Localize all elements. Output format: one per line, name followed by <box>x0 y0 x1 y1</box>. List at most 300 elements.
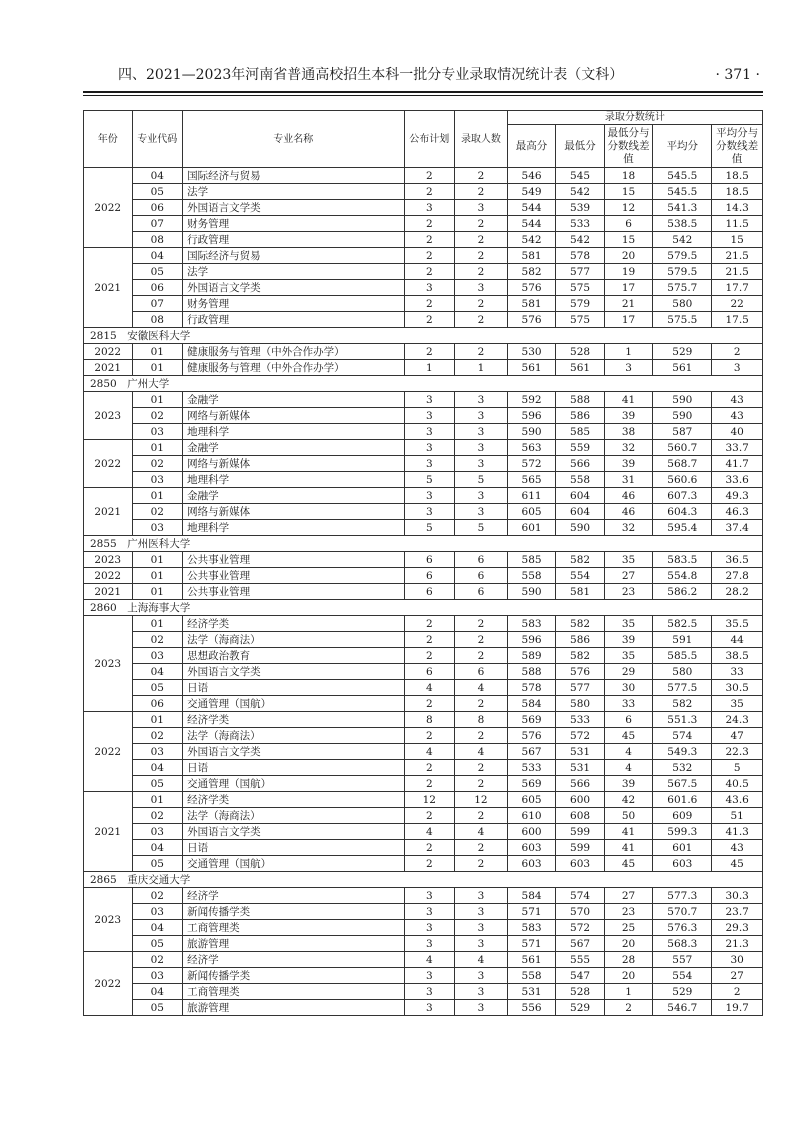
min-diff-cell: 23 <box>604 584 653 600</box>
plan-cell: 2 <box>404 248 455 264</box>
max-cell: 544 <box>507 216 556 232</box>
min-diff-cell: 6 <box>604 712 653 728</box>
min-diff-cell: 17 <box>604 312 653 328</box>
plan-cell: 8 <box>404 712 455 728</box>
admitted-cell: 3 <box>455 392 508 408</box>
min-diff-cell: 50 <box>604 808 653 824</box>
avg-cell: 545.5 <box>653 184 712 200</box>
avg-cell: 575.5 <box>653 312 712 328</box>
min-cell: 574 <box>556 888 605 904</box>
avg-cell: 545.5 <box>653 168 712 184</box>
admitted-cell: 4 <box>455 744 508 760</box>
col-max: 最高分 <box>507 125 556 168</box>
min-diff-cell: 45 <box>604 856 653 872</box>
plan-cell: 3 <box>404 904 455 920</box>
avg-diff-cell: 17.7 <box>712 280 763 296</box>
avg-cell: 532 <box>653 760 712 776</box>
max-cell: 589 <box>507 648 556 664</box>
min-cell: 586 <box>556 632 605 648</box>
plan-cell: 6 <box>404 568 455 584</box>
year-cell: 2022 <box>84 440 133 488</box>
name-cell: 经济学类 <box>183 616 404 632</box>
max-cell: 581 <box>507 248 556 264</box>
max-cell: 572 <box>507 456 556 472</box>
admitted-cell: 3 <box>455 968 508 984</box>
admitted-cell: 4 <box>455 952 508 968</box>
admitted-cell: 2 <box>455 184 508 200</box>
avg-diff-cell: 19.7 <box>712 1000 763 1016</box>
code-cell: 08 <box>132 232 183 248</box>
min-diff-cell: 33 <box>604 696 653 712</box>
min-cell: 599 <box>556 824 605 840</box>
name-cell: 金融学 <box>183 488 404 504</box>
plan-cell: 2 <box>404 728 455 744</box>
min-diff-cell: 41 <box>604 840 653 856</box>
plan-cell: 3 <box>404 456 455 472</box>
plan-cell: 2 <box>404 232 455 248</box>
plan-cell: 3 <box>404 280 455 296</box>
plan-cell: 2 <box>404 696 455 712</box>
max-cell: 531 <box>507 984 556 1000</box>
avg-diff-cell: 2 <box>712 344 763 360</box>
plan-cell: 3 <box>404 424 455 440</box>
min-diff-cell: 18 <box>604 168 653 184</box>
name-cell: 法学 <box>183 264 404 280</box>
table-row <box>84 712 763 728</box>
min-diff-cell: 35 <box>604 552 653 568</box>
avg-diff-cell: 18.5 <box>712 184 763 200</box>
name-cell: 法学（海商法） <box>183 728 404 744</box>
avg-cell: 590 <box>653 392 712 408</box>
admitted-cell: 2 <box>455 216 508 232</box>
min-diff-cell: 41 <box>604 824 653 840</box>
code-cell: 08 <box>132 312 183 328</box>
admitted-cell: 2 <box>455 696 508 712</box>
name-cell: 外国语言文学类 <box>183 200 404 216</box>
max-cell: 584 <box>507 696 556 712</box>
table-row <box>84 616 763 632</box>
header-rule-thin <box>83 95 763 96</box>
code-cell: 05 <box>132 776 183 792</box>
admitted-cell: 3 <box>455 488 508 504</box>
name-cell: 日语 <box>183 680 404 696</box>
avg-cell: 546.7 <box>653 1000 712 1016</box>
avg-cell: 557 <box>653 952 712 968</box>
admitted-cell: 3 <box>455 200 508 216</box>
min-cell: 580 <box>556 696 605 712</box>
page-title: 四、2021—2023年河南省普通高校招生本科一批分专业录取情况统计表（文科） <box>118 67 624 83</box>
code-cell: 03 <box>132 904 183 920</box>
max-cell: 603 <box>507 840 556 856</box>
min-diff-cell: 39 <box>604 456 653 472</box>
avg-cell: 567.5 <box>653 776 712 792</box>
name-cell: 网络与新媒体 <box>183 504 404 520</box>
min-cell: 604 <box>556 488 605 504</box>
name-cell: 外国语言文学类 <box>183 824 404 840</box>
plan-cell: 3 <box>404 1000 455 1016</box>
avg-diff-cell: 17.5 <box>712 312 763 328</box>
admitted-cell: 2 <box>455 232 508 248</box>
name-cell: 地理科学 <box>183 424 404 440</box>
min-cell: 567 <box>556 936 605 952</box>
plan-cell: 1 <box>404 360 455 376</box>
avg-cell: 604.3 <box>653 504 712 520</box>
min-diff-cell: 35 <box>604 648 653 664</box>
code-cell: 05 <box>132 856 183 872</box>
name-cell: 外国语言文学类 <box>183 744 404 760</box>
table-row <box>84 952 763 968</box>
code-cell: 04 <box>132 760 183 776</box>
min-cell: 582 <box>556 616 605 632</box>
code-cell: 01 <box>132 792 183 808</box>
max-cell: 611 <box>507 488 556 504</box>
min-cell: 608 <box>556 808 605 824</box>
avg-cell: 580 <box>653 296 712 312</box>
max-cell: 549 <box>507 184 556 200</box>
table-row <box>84 808 763 824</box>
avg-cell: 586.2 <box>653 584 712 600</box>
admitted-cell: 6 <box>455 584 508 600</box>
min-diff-cell: 2 <box>604 1000 653 1016</box>
min-diff-cell: 6 <box>604 216 653 232</box>
min-cell: 577 <box>556 680 605 696</box>
avg-diff-cell: 29.3 <box>712 920 763 936</box>
admitted-cell: 2 <box>455 808 508 824</box>
year-cell: 2022 <box>84 168 133 248</box>
min-cell: 528 <box>556 984 605 1000</box>
admitted-cell: 2 <box>455 776 508 792</box>
table-row <box>84 792 763 808</box>
code-cell: 02 <box>132 728 183 744</box>
year-cell: 2021 <box>84 248 133 328</box>
avg-cell: 561 <box>653 360 712 376</box>
min-cell: 559 <box>556 440 605 456</box>
min-diff-cell: 35 <box>604 616 653 632</box>
name-cell: 地理科学 <box>183 520 404 536</box>
admitted-cell: 8 <box>455 712 508 728</box>
avg-diff-cell: 3 <box>712 360 763 376</box>
max-cell: 583 <box>507 920 556 936</box>
avg-diff-cell: 11.5 <box>712 216 763 232</box>
avg-diff-cell: 21.5 <box>712 264 763 280</box>
min-diff-cell: 39 <box>604 408 653 424</box>
code-cell: 02 <box>132 888 183 904</box>
max-cell: 563 <box>507 440 556 456</box>
avg-cell: 599.3 <box>653 824 712 840</box>
min-diff-cell: 28 <box>604 952 653 968</box>
table-row <box>84 312 763 328</box>
table-row <box>84 776 763 792</box>
admitted-cell: 5 <box>455 472 508 488</box>
admitted-cell: 3 <box>455 904 508 920</box>
table-row <box>84 824 763 840</box>
min-diff-cell: 21 <box>604 296 653 312</box>
col-name: 专业名称 <box>183 111 404 168</box>
admitted-cell: 3 <box>455 424 508 440</box>
min-diff-cell: 39 <box>604 632 653 648</box>
avg-diff-cell: 24.3 <box>712 712 763 728</box>
min-diff-cell: 20 <box>604 248 653 264</box>
min-diff-cell: 29 <box>604 664 653 680</box>
table-row <box>84 968 763 984</box>
table-row <box>84 200 763 216</box>
table-row <box>84 168 763 184</box>
min-diff-cell: 42 <box>604 792 653 808</box>
table-row <box>84 424 763 440</box>
admitted-cell: 3 <box>455 1000 508 1016</box>
admitted-cell: 3 <box>455 920 508 936</box>
max-cell: 561 <box>507 952 556 968</box>
max-cell: 567 <box>507 744 556 760</box>
year-cell: 2022 <box>84 344 133 360</box>
name-cell: 公共事业管理 <box>183 568 404 584</box>
avg-diff-cell: 2 <box>712 984 763 1000</box>
plan-cell: 2 <box>404 312 455 328</box>
table-row <box>84 568 763 584</box>
name-cell: 行政管理 <box>183 232 404 248</box>
header-rule-thick <box>83 91 763 93</box>
name-cell: 法学（海商法） <box>183 632 404 648</box>
admitted-cell: 5 <box>455 520 508 536</box>
code-cell: 01 <box>132 584 183 600</box>
min-diff-cell: 4 <box>604 744 653 760</box>
name-cell: 工商管理类 <box>183 920 404 936</box>
plan-cell: 3 <box>404 920 455 936</box>
max-cell: 581 <box>507 296 556 312</box>
min-cell: 576 <box>556 664 605 680</box>
table-row <box>84 632 763 648</box>
avg-cell: 603 <box>653 856 712 872</box>
code-cell: 06 <box>132 280 183 296</box>
min-cell: 554 <box>556 568 605 584</box>
plan-cell: 2 <box>404 808 455 824</box>
year-cell: 2021 <box>84 488 133 536</box>
max-cell: 533 <box>507 760 556 776</box>
plan-cell: 3 <box>404 440 455 456</box>
min-cell: 542 <box>556 232 605 248</box>
name-cell: 新闻传播学类 <box>183 968 404 984</box>
min-cell: 604 <box>556 504 605 520</box>
min-cell: 528 <box>556 344 605 360</box>
min-cell: 577 <box>556 264 605 280</box>
min-diff-cell: 20 <box>604 936 653 952</box>
page-number: · 371 · <box>715 67 760 83</box>
plan-cell: 4 <box>404 824 455 840</box>
admitted-cell: 3 <box>455 456 508 472</box>
min-diff-cell: 4 <box>604 760 653 776</box>
avg-diff-cell: 37.4 <box>712 520 763 536</box>
avg-diff-cell: 36.5 <box>712 552 763 568</box>
code-cell: 04 <box>132 248 183 264</box>
min-cell: 533 <box>556 712 605 728</box>
code-cell: 01 <box>132 488 183 504</box>
plan-cell: 2 <box>404 648 455 664</box>
min-cell: 572 <box>556 728 605 744</box>
avg-diff-cell: 30.5 <box>712 680 763 696</box>
plan-cell: 4 <box>404 680 455 696</box>
name-cell: 地理科学 <box>183 472 404 488</box>
avg-diff-cell: 43 <box>712 840 763 856</box>
avg-cell: 549.3 <box>653 744 712 760</box>
max-cell: 605 <box>507 792 556 808</box>
plan-cell: 5 <box>404 520 455 536</box>
code-cell: 01 <box>132 568 183 584</box>
code-cell: 02 <box>132 952 183 968</box>
max-cell: 546 <box>507 168 556 184</box>
name-cell: 交通管理（国航） <box>183 776 404 792</box>
min-cell: 531 <box>556 760 605 776</box>
min-cell: 575 <box>556 312 605 328</box>
table-row <box>84 1000 763 1016</box>
min-cell: 586 <box>556 408 605 424</box>
avg-diff-cell: 21.3 <box>712 936 763 952</box>
admitted-cell: 2 <box>455 648 508 664</box>
year-cell: 2022 <box>84 952 133 1016</box>
admitted-cell: 3 <box>455 280 508 296</box>
table-row <box>84 920 763 936</box>
min-cell: 585 <box>556 424 605 440</box>
min-diff-cell: 25 <box>604 920 653 936</box>
avg-cell: 607.3 <box>653 488 712 504</box>
admitted-cell: 2 <box>455 344 508 360</box>
admitted-cell: 4 <box>455 824 508 840</box>
table-row <box>84 216 763 232</box>
admitted-cell: 2 <box>455 264 508 280</box>
table-row <box>84 664 763 680</box>
avg-diff-cell: 5 <box>712 760 763 776</box>
min-diff-cell: 45 <box>604 728 653 744</box>
col-avg: 平均分 <box>653 125 712 168</box>
min-cell: 572 <box>556 920 605 936</box>
year-cell: 2022 <box>84 712 133 792</box>
admitted-cell: 2 <box>455 248 508 264</box>
min-cell: 600 <box>556 792 605 808</box>
min-diff-cell: 32 <box>604 440 653 456</box>
min-diff-cell: 17 <box>604 280 653 296</box>
min-cell: 529 <box>556 1000 605 1016</box>
code-cell: 03 <box>132 744 183 760</box>
name-cell: 旅游管理 <box>183 1000 404 1016</box>
max-cell: 592 <box>507 392 556 408</box>
min-cell: 578 <box>556 248 605 264</box>
max-cell: 569 <box>507 712 556 728</box>
code-cell: 05 <box>132 680 183 696</box>
admitted-cell: 3 <box>455 440 508 456</box>
plan-cell: 5 <box>404 472 455 488</box>
avg-diff-cell: 41.3 <box>712 824 763 840</box>
year-cell: 2021 <box>84 360 133 376</box>
admitted-cell: 2 <box>455 760 508 776</box>
college-row <box>84 328 763 344</box>
avg-cell: 560.7 <box>653 440 712 456</box>
code-cell: 04 <box>132 984 183 1000</box>
plan-cell: 2 <box>404 760 455 776</box>
max-cell: 596 <box>507 632 556 648</box>
min-cell: 545 <box>556 168 605 184</box>
max-cell: 576 <box>507 280 556 296</box>
min-cell: 588 <box>556 392 605 408</box>
name-cell: 旅游管理 <box>183 936 404 952</box>
name-cell: 国际经济与贸易 <box>183 248 404 264</box>
code-cell: 01 <box>132 392 183 408</box>
admitted-cell: 2 <box>455 616 508 632</box>
code-cell: 04 <box>132 840 183 856</box>
table-row <box>84 520 763 536</box>
name-cell: 健康服务与管理（中外合作办学） <box>183 360 404 376</box>
admitted-cell: 3 <box>455 984 508 1000</box>
year-cell: 2023 <box>84 616 133 712</box>
code-cell: 07 <box>132 216 183 232</box>
table-row <box>84 280 763 296</box>
college-name: 2855 广州医科大学 <box>84 536 763 552</box>
max-cell: 590 <box>507 424 556 440</box>
avg-cell: 580 <box>653 664 712 680</box>
year-cell: 2021 <box>84 584 133 600</box>
table-row <box>84 760 763 776</box>
avg-cell: 554 <box>653 968 712 984</box>
avg-cell: 551.3 <box>653 712 712 728</box>
code-cell: 01 <box>132 552 183 568</box>
table-row <box>84 648 763 664</box>
plan-cell: 2 <box>404 776 455 792</box>
name-cell: 日语 <box>183 840 404 856</box>
code-cell: 05 <box>132 1000 183 1016</box>
table-row <box>84 184 763 200</box>
code-cell: 04 <box>132 664 183 680</box>
avg-cell: 587 <box>653 424 712 440</box>
code-cell: 05 <box>132 184 183 200</box>
min-cell: 582 <box>556 648 605 664</box>
name-cell: 公共事业管理 <box>183 584 404 600</box>
code-cell: 01 <box>132 344 183 360</box>
avg-cell: 583.5 <box>653 552 712 568</box>
code-cell: 01 <box>132 712 183 728</box>
admitted-cell: 2 <box>455 296 508 312</box>
code-cell: 06 <box>132 696 183 712</box>
avg-cell: 554.8 <box>653 568 712 584</box>
avg-diff-cell: 30 <box>712 952 763 968</box>
admitted-cell: 3 <box>455 888 508 904</box>
avg-diff-cell: 22 <box>712 296 763 312</box>
table-row <box>84 744 763 760</box>
min-diff-cell: 46 <box>604 504 653 520</box>
col-year: 年份 <box>84 111 133 168</box>
avg-diff-cell: 35.5 <box>712 616 763 632</box>
table-row <box>84 504 763 520</box>
min-cell: 599 <box>556 840 605 856</box>
min-cell: 590 <box>556 520 605 536</box>
avg-diff-cell: 33.6 <box>712 472 763 488</box>
max-cell: 556 <box>507 1000 556 1016</box>
table-row <box>84 392 763 408</box>
max-cell: 585 <box>507 552 556 568</box>
plan-cell: 3 <box>404 392 455 408</box>
max-cell: 603 <box>507 856 556 872</box>
col-min-diff: 最低分与分数线差值 <box>604 125 653 168</box>
min-diff-cell: 23 <box>604 904 653 920</box>
avg-cell: 575.7 <box>653 280 712 296</box>
college-name: 2865 重庆交通大学 <box>84 872 763 888</box>
admitted-cell: 2 <box>455 312 508 328</box>
avg-diff-cell: 18.5 <box>712 168 763 184</box>
min-cell: 533 <box>556 216 605 232</box>
min-cell: 582 <box>556 552 605 568</box>
max-cell: 600 <box>507 824 556 840</box>
max-cell: 565 <box>507 472 556 488</box>
max-cell: 571 <box>507 936 556 952</box>
year-cell: 2022 <box>84 568 133 584</box>
avg-diff-cell: 49.3 <box>712 488 763 504</box>
